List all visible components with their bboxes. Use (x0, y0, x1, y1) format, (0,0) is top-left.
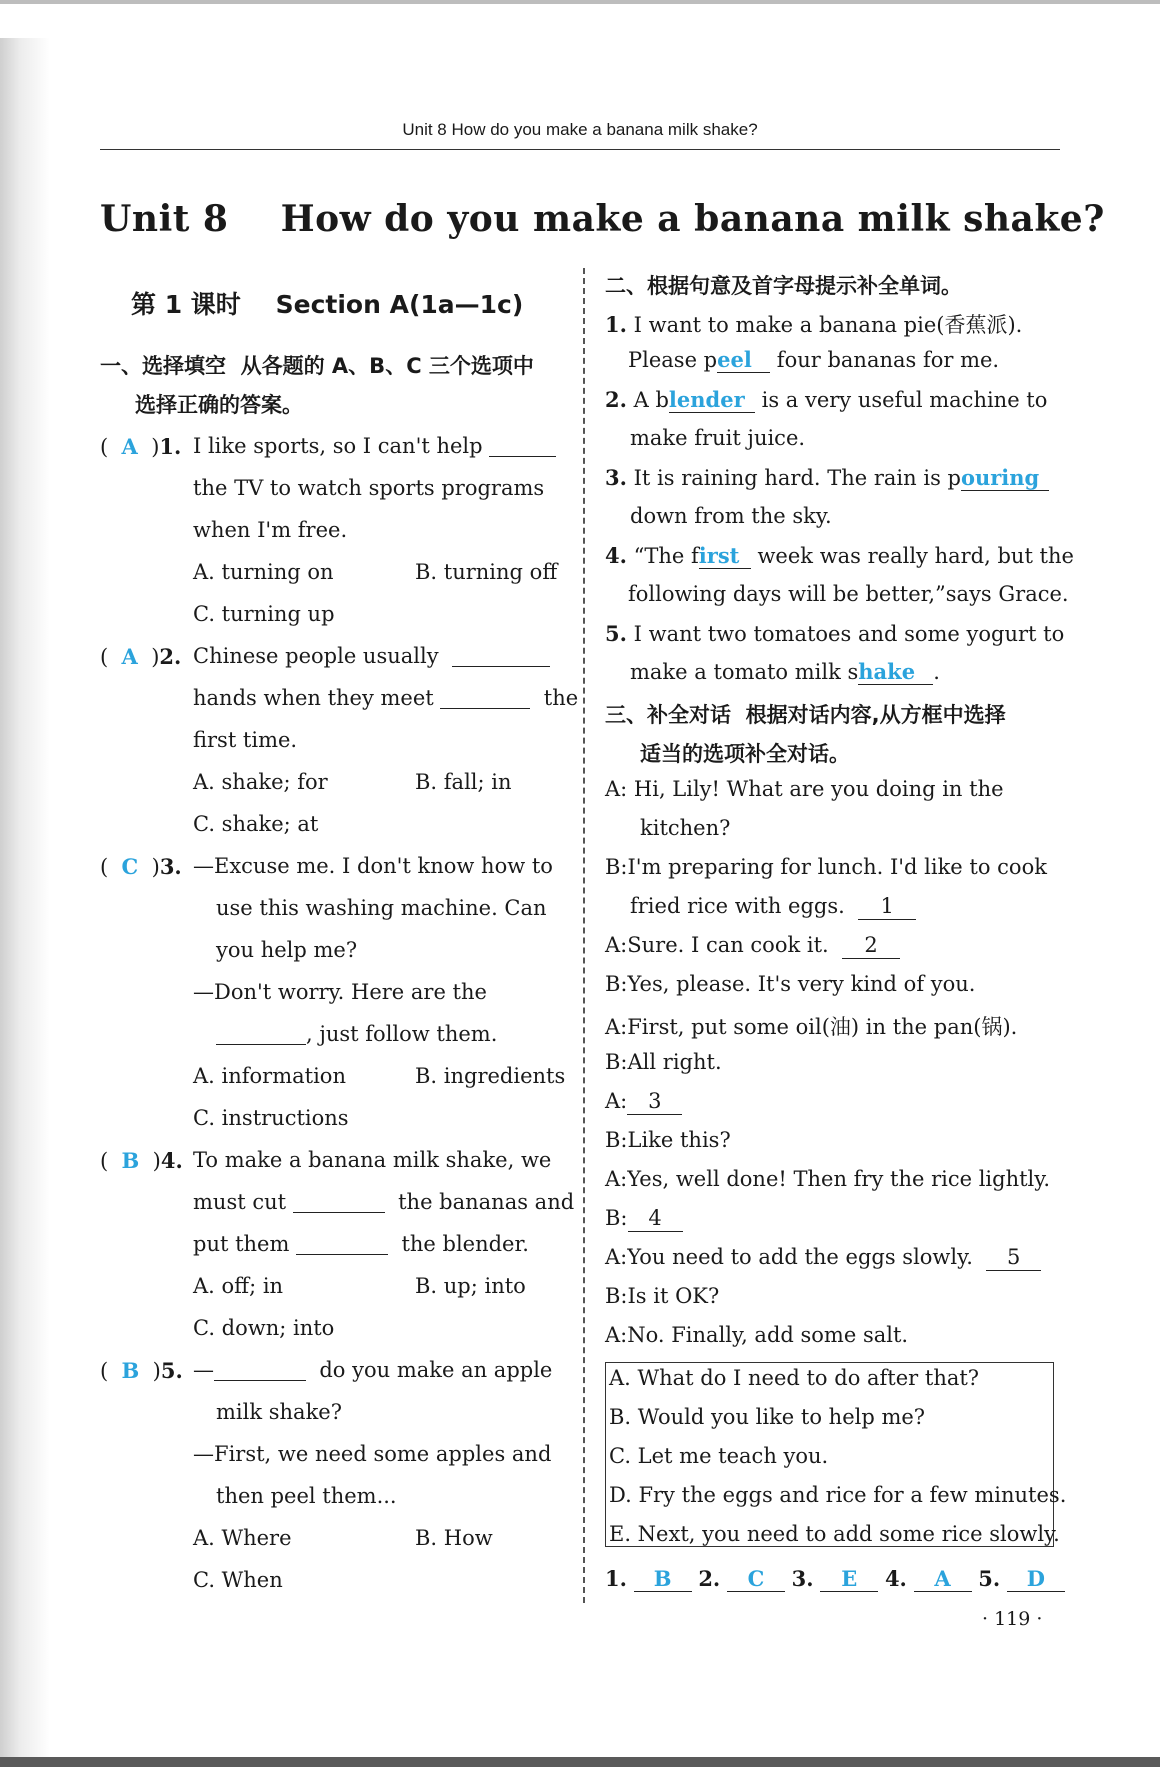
page-number: · 119 · (982, 1608, 1043, 1630)
answer-row-num-4: 4. (884, 1566, 907, 1591)
question-5-line-1 (193, 1358, 552, 1382)
question-3-line-2: use this washing machine. Can (216, 896, 547, 920)
fill-4-suffix: week was really hard, but the (750, 544, 1074, 568)
question-3-line-1: —Excuse me. I don't know how to (193, 854, 553, 878)
fill-1-answer: eel (717, 349, 770, 373)
answer-row-ans-2: C (727, 1568, 785, 1592)
option-e: E. Next, you need to add some rice slowly. (609, 1522, 1060, 1546)
page-fold-shadow (0, 38, 50, 1758)
question-1-line-3: when I'm free. (193, 518, 348, 542)
question-5-option-c: C. When (193, 1568, 283, 1592)
question-2-line-2 (193, 686, 578, 710)
option-c: C. Let me teach you. (609, 1444, 829, 1468)
dialogue-line-2-cont (630, 894, 916, 920)
column-separator (583, 268, 585, 1603)
dialogue-line-12: B:Is it OK? (605, 1284, 720, 1308)
fill-1-suffix: four bananas for me. (770, 348, 1000, 372)
fill-5-line-2 (630, 660, 940, 685)
q2-blank-2 (440, 687, 530, 709)
dialogue-7-text: A: (605, 1089, 628, 1113)
q4-blank-2 (296, 1233, 388, 1255)
answer-row-ans-3: E (820, 1568, 878, 1592)
fill-1-line-1 (605, 309, 1022, 339)
answer-row-num-2: 2. (698, 1566, 721, 1591)
dialogue-blank-1: 1 (858, 896, 916, 920)
question-3-line-5 (216, 1022, 497, 1046)
top-border (0, 0, 1160, 4)
question-2-line-3: first time. (193, 728, 298, 752)
q2-text-1: Chinese people usually (193, 644, 439, 668)
fill-3-prefix: It is raining hard. The rain is p (633, 466, 961, 490)
fill-3-number: 3. (605, 465, 627, 490)
bottom-border (0, 1757, 1160, 1767)
dialogue-line-6: B:All right. (605, 1050, 722, 1074)
dialogue-line-8: B:Like this? (605, 1128, 731, 1152)
question-2-number: 2. (159, 644, 182, 669)
dialogue-3-text: A:Sure. I can cook it. (605, 933, 829, 957)
fill-4-prefix: “The f (633, 544, 699, 568)
dialogue-11-text: A:You need to add the eggs slowly. (605, 1245, 973, 1269)
fill-5-answer: hake (858, 661, 933, 685)
dialogue-10-text: B: (605, 1206, 628, 1230)
option-d: D. Fry the eggs and rice for a few minutes. (609, 1483, 1067, 1507)
fill-5-line-1 (605, 621, 1064, 646)
fill-4-number: 4. (605, 543, 627, 568)
dialogue-line-9: A:Yes, well done! Then fry the rice lightly. (605, 1167, 1050, 1191)
dialogue-line-1: A: Hi, Lily! What are you doing in the (605, 777, 1004, 801)
question-4-line-1: To make a banana milk shake, we (193, 1148, 552, 1172)
q3-text-5: , just follow them. (306, 1022, 498, 1046)
question-4-line-2 (193, 1190, 574, 1214)
question-1-number: 1. (159, 434, 182, 459)
fill-4-line-1 (605, 543, 1074, 569)
dialogue-line-1-cont: kitchen? (640, 816, 731, 840)
dialogue-blank-3: 3 (627, 1091, 682, 1115)
lesson-title: 第 1 课时 Section A(1a—1c) (131, 290, 524, 319)
question-1-option-a: A. turning on (193, 560, 334, 584)
q5-text-1b: do you make an apple (319, 1358, 553, 1382)
q4-blank-1 (293, 1191, 385, 1213)
q5-dash: — (193, 1358, 214, 1382)
question-4-line-3 (193, 1232, 529, 1256)
fill-2-line-2: make fruit juice. (630, 426, 806, 450)
question-2-option-c: C. shake; at (193, 812, 319, 836)
question-5-line-3: —First, we need some apples and (193, 1442, 552, 1466)
fill-2-answer: lender (669, 389, 755, 413)
part3-heading: 三、补全对话 根据对话内容,从方框中选择 (605, 703, 1006, 727)
answer-2: A (121, 644, 138, 669)
answer-row-num-3: 3. (791, 1566, 814, 1591)
question-4-option-a: A. off; in (193, 1274, 284, 1298)
fill-1-number: 1. (605, 312, 627, 337)
header-rule (100, 149, 1060, 150)
question-4-answer: ( B )4. (100, 1148, 183, 1173)
question-1-line-2: the TV to watch sports programs (193, 476, 545, 500)
option-a: A. What do I need to do after that? (609, 1366, 980, 1390)
fill-3-line-1 (605, 465, 1049, 491)
part1-heading: 一、选择填空 从各题的 A、B、C 三个选项中 (100, 354, 534, 378)
fill-3-line-2: down from the sky. (630, 504, 832, 528)
question-3-line-4: —Don't worry. Here are the (193, 980, 487, 1004)
question-5-option-a: A. Where (193, 1526, 292, 1550)
question-4-number: 4. (160, 1148, 183, 1173)
question-1-option-b: B. turning off (415, 560, 558, 584)
dialogue-line-3 (605, 933, 900, 959)
question-3-option-a: A. information (193, 1064, 346, 1088)
question-4-option-c: C. down; into (193, 1316, 335, 1340)
question-5-line-4: then peel them... (216, 1484, 397, 1508)
question-3-line-3: you help me? (216, 938, 358, 962)
question-3-number: 3. (159, 854, 182, 879)
part1-heading-cont: 选择正确的答案。 (135, 393, 303, 417)
question-2-answer: ( A )2. (100, 644, 182, 669)
answer-row-ans-4: A (914, 1568, 972, 1592)
answer-row-ans-5: D (1007, 1568, 1065, 1592)
question-1-option-c: C. turning up (193, 602, 335, 626)
answer-row (605, 1566, 1065, 1592)
fill-2-number: 2. (605, 387, 627, 412)
q2-blank-1 (452, 645, 550, 667)
question-2-option-b: B. fall; in (415, 770, 512, 794)
question-3-answer: ( C )3. (100, 854, 182, 879)
answer-row-ans-1: B (634, 1568, 692, 1592)
question-1-line-1 (193, 434, 556, 458)
answer-5: B (121, 1358, 140, 1383)
question-3-option-c: C. instructions (193, 1106, 349, 1130)
q5-blank (214, 1359, 306, 1381)
dialogue-blank-4: 4 (628, 1208, 683, 1232)
dialogue-2-text: fried rice with eggs. (630, 894, 845, 918)
fill-5-text: I want two tomatoes and some yogurt to (633, 622, 1065, 646)
dialogue-line-13: A:No. Finally, add some salt. (605, 1323, 909, 1347)
q4-text-3b: the blender. (401, 1232, 529, 1256)
dialogue-line-2: B:I'm preparing for lunch. I'd like to cook (605, 855, 1047, 879)
dialogue-line-10 (605, 1206, 683, 1232)
fill-4-answer: irst (699, 545, 751, 569)
fill-4-line-2: following days will be better,”says Grace. (628, 582, 1069, 606)
fill-2-line-1 (605, 387, 1047, 413)
answer-3: C (121, 854, 139, 879)
q4-text-2b: the bananas and (398, 1190, 575, 1214)
option-b: B. Would you like to help me? (609, 1405, 926, 1429)
q4-text-2a: must cut (193, 1190, 287, 1214)
dialogue-line-5: A:First, put some oil(油) in the pan(锅). (605, 1015, 1018, 1039)
question-4-option-b: B. up; into (415, 1274, 526, 1298)
fill-2-suffix: is a very useful machine to (754, 388, 1048, 412)
answer-row-num-1: 1. (605, 1566, 627, 1591)
fill-5-prefix: make a tomato milk s (630, 660, 859, 684)
question-3-option-b: B. ingredients (415, 1064, 566, 1088)
question-5-line-2: milk shake? (216, 1400, 342, 1424)
fill-5-number: 5. (605, 621, 627, 646)
dialogue-line-11 (605, 1245, 1041, 1271)
fill-2-prefix: A b (633, 388, 669, 412)
dialogue-blank-5: 5 (986, 1247, 1041, 1271)
question-5-option-b: B. How (415, 1526, 493, 1550)
part3-heading-cont: 适当的选项补全对话。 (640, 742, 850, 766)
q1-blank (489, 435, 556, 457)
question-2-line-1 (193, 644, 550, 668)
answer-4: B (121, 1148, 140, 1173)
fill-5-suffix: . (933, 660, 940, 684)
q2-text-2b: the (543, 686, 579, 710)
running-header: Unit 8 How do you make a banana milk shake? (402, 120, 758, 139)
unit-title: Unit 8 How do you make a banana milk shake? (100, 198, 1105, 240)
question-2-option-a: A. shake; for (193, 770, 328, 794)
dialogue-line-4: B:Yes, please. It's very kind of you. (605, 972, 976, 996)
answer-1: A (121, 434, 138, 459)
q2-text-2a: hands when they meet (193, 686, 434, 710)
part2-heading: 二、根据句意及首字母提示补全单词。 (605, 274, 962, 298)
q1-text-1: I like sports, so I can't help (193, 434, 483, 458)
q3-blank (216, 1023, 306, 1045)
fill-3-answer: ouring (961, 467, 1049, 491)
answer-row-num-5: 5. (978, 1566, 1001, 1591)
fill-1-line-2 (628, 348, 999, 373)
fill-1-text: I want to make a banana pie(香蕉派). (633, 313, 1023, 337)
fill-1-prefix: Please p (628, 348, 718, 372)
question-5-answer: ( B )5. (100, 1358, 183, 1383)
dialogue-line-7 (605, 1089, 682, 1115)
dialogue-blank-2: 2 (842, 935, 900, 959)
question-5-number: 5. (160, 1358, 183, 1383)
q4-text-3a: put them (193, 1232, 290, 1256)
question-1-answer: ( A )1. (100, 434, 182, 459)
